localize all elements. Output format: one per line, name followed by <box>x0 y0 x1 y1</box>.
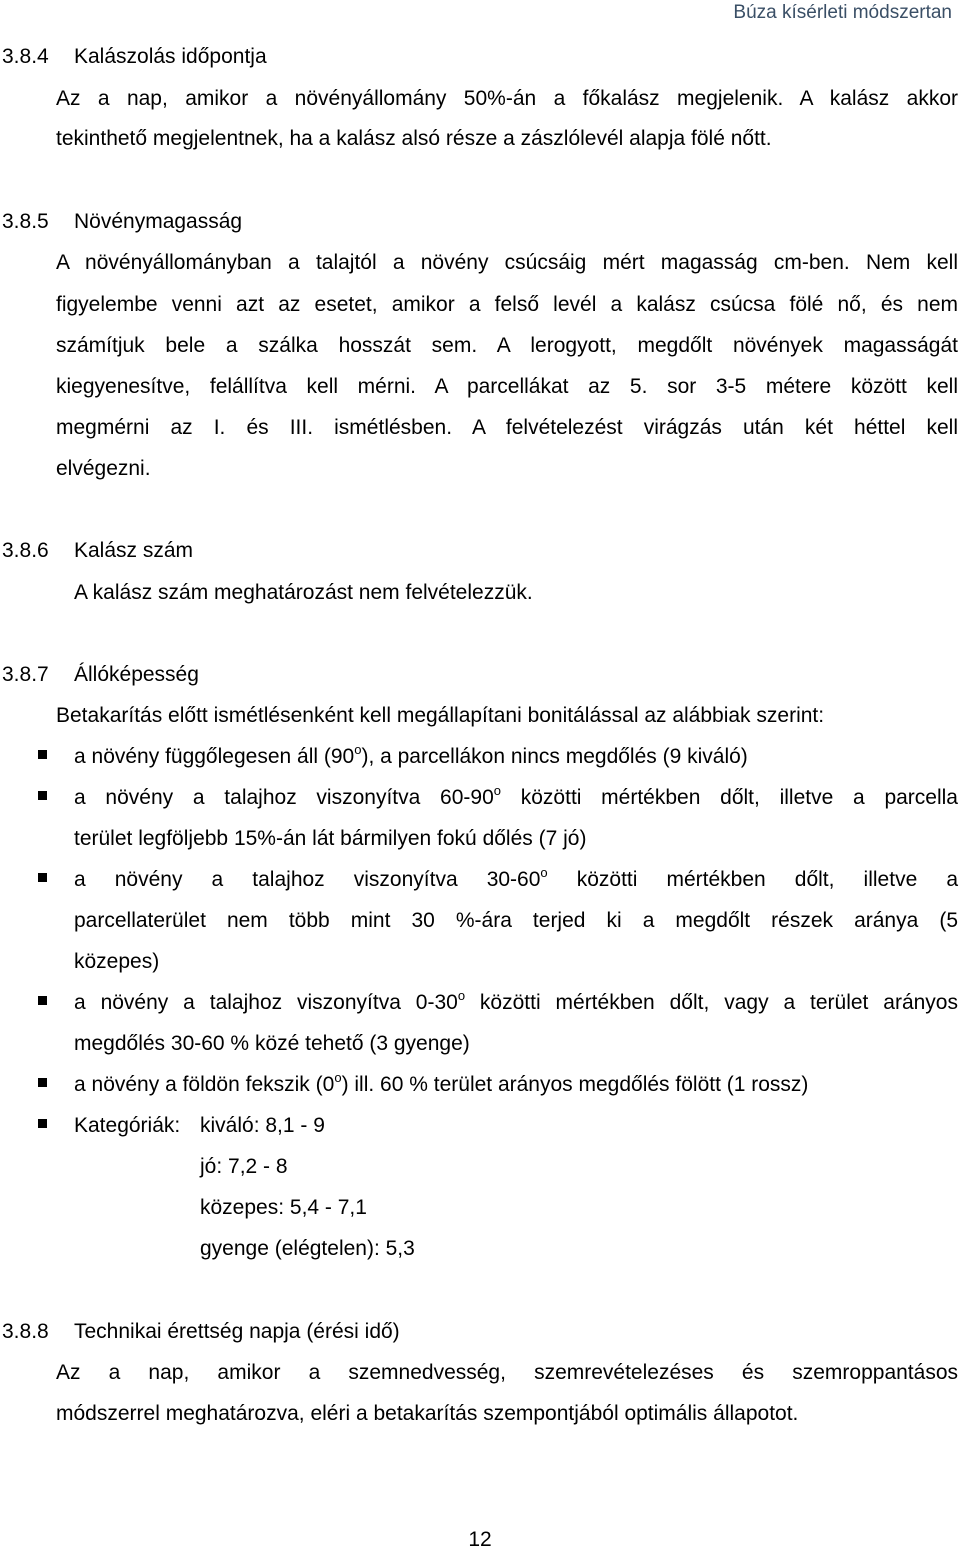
s384-line-2: tekinthető megjelentnek, ha a kalász alsó része a zászlólevél alapja fölé nőtt. <box>56 127 772 150</box>
section-number-384: 3.8.4 <box>2 45 49 68</box>
section-number-388: 3.8.8 <box>2 1320 49 1343</box>
s385-line-2: figyelembe venni azt az esetet, amikor a felső levél a kalász csúcsa fölé nő, és nem <box>56 293 958 316</box>
bullet-3-line-3: közepes) <box>74 950 160 973</box>
section-title-386: Kalász szám <box>74 539 194 562</box>
section-number-387: 3.8.7 <box>2 663 49 686</box>
section-number-385: 3.8.5 <box>2 210 49 233</box>
s385-line-3: számítjuk bele a szálka hosszát sem. A lerogyott, megdőlt növények magasságát <box>56 334 958 357</box>
bullet-2-line-2: terület legföljebb 15%-án lát bármilyen fokú dőlés (7 jó) <box>74 827 587 850</box>
section-title-388: Technikai érettség napja (érési idő) <box>74 1320 400 1343</box>
categories-label: Kategóriák: <box>74 1114 181 1137</box>
bullet-5: a növény a földön fekszik (0$^o$) ill. 60 % terület arányos megdőlés fölött (1 rossz) <box>74 1070 809 1096</box>
bullet-square-icon <box>38 1078 47 1087</box>
s388-line-1: Az a nap, amikor a szemnedvesség, szemrevételezéses és szemroppantásos <box>56 1361 958 1384</box>
section-number-386: 3.8.6 <box>2 539 49 562</box>
s384-line-1: Az a nap, amikor a növényállomány 50%-án a főkalász megjelenik. A kalász akkor <box>56 87 958 110</box>
s387-intro: Betakarítás előtt ismétlésenként kell megállapítani bonitálással az alábbiak szerint: <box>56 704 825 727</box>
s385-line-5: megmérni az I. és III. ismétlésben. A felvételezést virágzás után két héttel kell <box>56 416 958 439</box>
bullet-1: a növény függőlegesen áll (90$^o$), a parcellákon nincs megdőlés (9 kiváló) <box>74 742 748 768</box>
s385-line-6: elvégezni. <box>56 457 151 480</box>
bullet-square-icon <box>38 873 47 882</box>
page-number: 12 <box>468 1528 492 1551</box>
category-good: jó: 7,2 - 8 <box>200 1155 288 1178</box>
s385-line-1: A növényállományban a talajtól a növény csúcsáig mért magasság cm-ben. Nem kell <box>56 251 958 274</box>
category-medium: közepes: 5,4 - 7,1 <box>200 1196 367 1219</box>
bullet-square-icon <box>38 1119 47 1128</box>
bullet-square-icon <box>38 996 47 1005</box>
s385-line-4: kiegyenesítve, felállítva kell mérni. A parcellákat az 5. sor 3-5 métere között kell <box>56 375 958 398</box>
bullet-3-line-2: parcellaterület nem több mint 30 %-ára terjed ki a megdőlt részek aránya (5 <box>74 909 958 932</box>
s388-line-2: módszerrel meghatározva, eléri a betakarítás szempontjából optimális állapotot. <box>56 1402 799 1425</box>
section-title-384: Kalászolás időpontja <box>74 45 267 68</box>
bullet-3-line-1: a növény a talajhoz viszonyítva 30-60$^o$ közötti mértékben dőlt, illetve a <box>74 865 958 891</box>
bullet-4-line-2: megdőlés 30-60 % közé tehető (3 gyenge) <box>74 1032 470 1055</box>
section-title-387: Állóképesség <box>74 663 199 686</box>
s386-line-1: A kalász szám meghatározást nem felvételezzük. <box>74 581 533 604</box>
category-excellent: kiváló: 8,1 - 9 <box>200 1114 325 1137</box>
running-header: Búza kísérleti módszertan <box>733 2 952 23</box>
section-title-385: Növénymagasság <box>74 210 243 233</box>
category-weak: gyenge (elégtelen): 5,3 <box>200 1237 415 1260</box>
bullet-square-icon <box>38 791 47 800</box>
bullet-2-line-1: a növény a talajhoz viszonyítva 60-90$^o$ közötti mértékben dőlt, illetve a parcella <box>74 783 958 809</box>
bullet-square-icon <box>38 750 47 759</box>
bullet-4-line-1: a növény a talajhoz viszonyítva 0-30$^o$ közötti mértékben dőlt, vagy a terület arányos <box>74 988 958 1014</box>
